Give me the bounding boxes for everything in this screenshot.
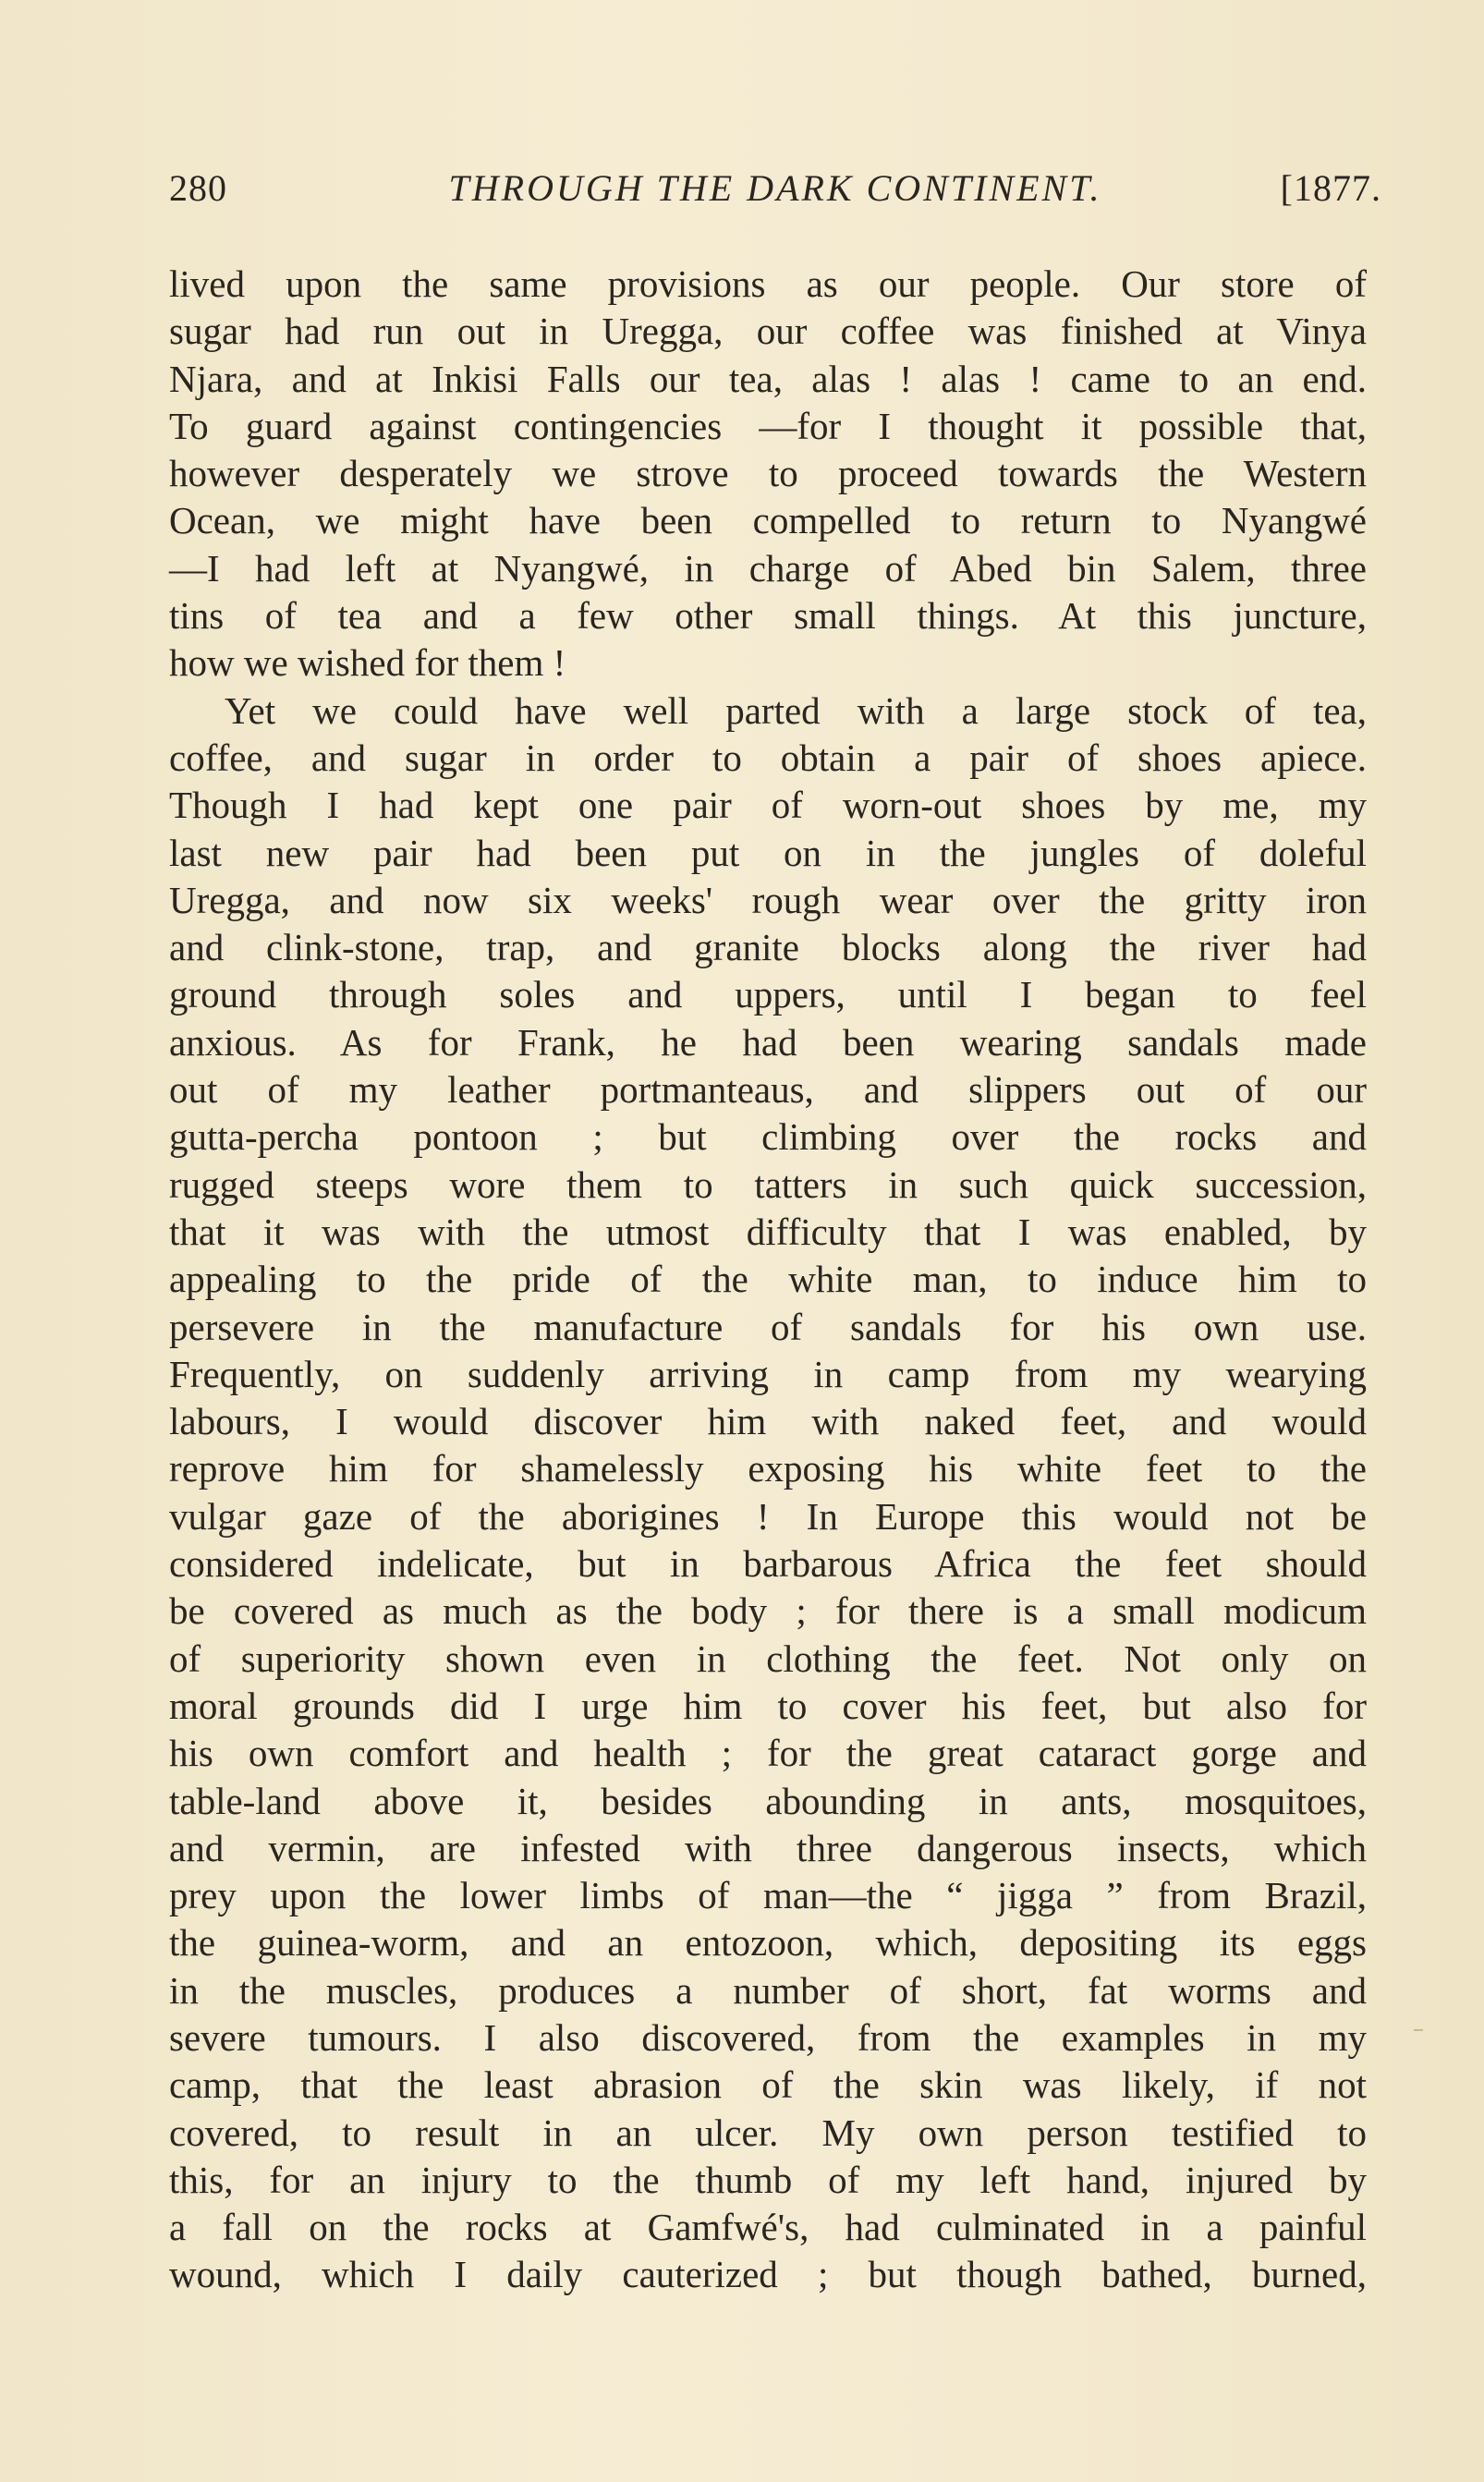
- body-text: [169, 261, 1367, 2299]
- text-line: Uregga, and now six weeks' rough wear over the gritty iron: [169, 878, 1367, 921]
- text-line: be covered as much as the body ; for there is a small modicum: [169, 1589, 1367, 1633]
- text-line: Though I had kept one pair of worn-out shoes by me, my: [169, 784, 1367, 827]
- text-line: and clink-stone, trap, and granite blocks along the river had: [169, 926, 1367, 969]
- page-number: 280: [169, 167, 227, 209]
- text-line: To guard against contingencies —for I thought it possible that,: [169, 404, 1367, 447]
- text-line: rugged steeps wore them to tatters in such quick succession,: [169, 1162, 1367, 1206]
- text-line: his own comfort and health ; for the great cataract gorge and: [169, 1732, 1367, 1775]
- text-line: reprove him for shamelessly exposing his white feet to the: [169, 1447, 1367, 1490]
- text-line: a fall on the rocks at Gamfwé's, had culminated in a painful: [169, 2206, 1367, 2249]
- text-line: Frequently, on suddenly arriving in camp from my wearying: [169, 1352, 1367, 1395]
- text-line: anxious. As for Frank, he had been wearing sandals made: [169, 1020, 1367, 1064]
- text-line: Njara, and at Inkisi Falls our tea, alas ! alas ! came to an end.: [169, 357, 1367, 400]
- running-title: THROUGH THE DARK CONTINENT.: [448, 167, 1102, 209]
- text-line: vulgar gaze of the aborigines ! In Europe this would not be: [169, 1494, 1367, 1538]
- running-year: [1877.: [1280, 167, 1381, 209]
- text-line: tins of tea and a few other small things. At this juncture,: [169, 594, 1367, 638]
- paragraph-end-line: how we wished for them !: [169, 641, 566, 685]
- text-line: the guinea-worm, and an entozoon, which, depositing its eggs: [169, 1921, 1367, 1965]
- text-line: ground through soles and uppers, until I began to feel: [169, 973, 1367, 1016]
- text-line: out of my leather portmanteaus, and slippers out of our: [169, 1068, 1367, 1112]
- text-line: this, for an injury to the thumb of my left hand, injured by: [169, 2158, 1367, 2201]
- text-line: coffee, and sugar in order to obtain a pair of shoes apiece.: [169, 736, 1367, 779]
- text-line: prey upon the lower limbs of man—the “ jigga ” from Brazil,: [169, 1874, 1367, 1917]
- text-line: in the muscles, produces a number of short, fat worms and: [169, 1968, 1367, 2012]
- text-line: covered, to result in an ulcer. My own person testified to: [169, 2111, 1367, 2154]
- text-line: table-land above it, besides abounding in ants, mosquitoes,: [169, 1779, 1367, 1822]
- paragraph-start-line: Yet we could have well parted with a large stock of tea,: [225, 688, 1367, 732]
- text-line: that it was with the utmost difficulty that I was enabled, by: [169, 1210, 1367, 1253]
- text-line: severe tumours. I also discovered, from the examples in my: [169, 2015, 1367, 2059]
- text-line: lived upon the same provisions as our people. Our store of: [169, 262, 1367, 305]
- text-line: gutta-percha pontoon ; but climbing over the rocks and: [169, 1115, 1367, 1159]
- text-line: however desperately we strove to proceed towards the Western: [169, 452, 1367, 495]
- text-line: and vermin, are infested with three dangerous insects, which: [169, 1826, 1367, 1869]
- text-line: Ocean, we might have been compelled to return to Nyangwé: [169, 499, 1367, 542]
- margin-mark: [1414, 2029, 1423, 2031]
- text-line: —I had left at Nyangwé, in charge of Abed bin Salem, three: [169, 546, 1367, 590]
- running-head: [169, 166, 1381, 222]
- text-line: persevere in the manufacture of sandals for his own use.: [169, 1305, 1367, 1348]
- text-line: wound, which I daily cauterized ; but though bathed, burned,: [169, 2253, 1367, 2296]
- text-line: labours, I would discover him with naked feet, and would: [169, 1400, 1367, 1443]
- text-line: moral grounds did I urge him to cover his feet, but also for: [169, 1684, 1367, 1727]
- text-line: appealing to the pride of the white man, to induce him to: [169, 1258, 1367, 1301]
- text-line: considered indelicate, but in barbarous Africa the feet should: [169, 1542, 1367, 1586]
- text-line: camp, that the least abrasion of the skin was likely, if not: [169, 2063, 1367, 2107]
- text-line: last new pair had been put on in the jungles of doleful: [169, 831, 1367, 874]
- text-line: sugar had run out in Uregga, our coffee was finished at Vinya: [169, 310, 1367, 353]
- text-line: of superiority shown even in clothing the feet. Not only on: [169, 1636, 1367, 1680]
